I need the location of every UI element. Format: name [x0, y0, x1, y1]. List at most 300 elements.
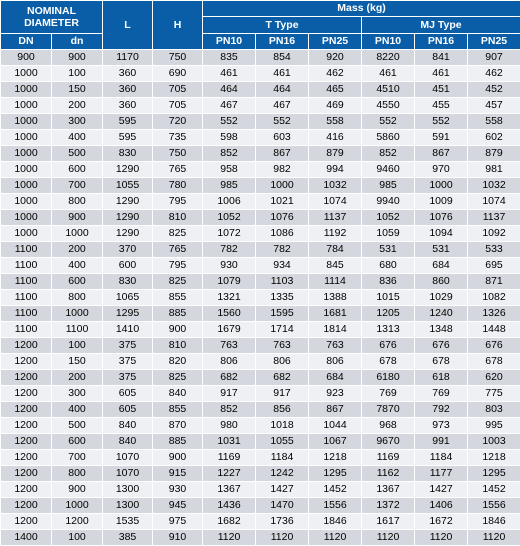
cell-dn: 1000 — [1, 226, 51, 241]
cell-mj-pn25: 1074 — [468, 194, 520, 209]
mass-header: Mass (kg) — [203, 1, 520, 16]
cell-t-pn25: 1388 — [309, 290, 361, 305]
cell-mj-pn10: 4510 — [362, 82, 414, 97]
cell-t-pn10: 958 — [203, 162, 255, 177]
cell-t-pn25: 1120 — [309, 530, 361, 545]
cell-dn: 1100 — [1, 306, 51, 321]
table-row — [1, 402, 520, 417]
cell-t-pn10: 1227 — [203, 466, 255, 481]
cell-mj-pn10: 836 — [362, 274, 414, 289]
cell-dn: 1200 — [1, 514, 51, 529]
cell-t-pn25: 416 — [309, 130, 361, 145]
cell-t-pn25: 1137 — [309, 210, 361, 225]
cell-t-pn10: 1006 — [203, 194, 255, 209]
table-row — [1, 258, 520, 273]
cell-t-pn10: 1169 — [203, 450, 255, 465]
cell-t-pn25: 1067 — [309, 434, 361, 449]
cell-mj-pn25: 981 — [468, 162, 520, 177]
cell-l: 375 — [103, 354, 152, 369]
cell-t-pn25: 684 — [309, 370, 361, 385]
cell-h: 945 — [153, 498, 202, 513]
cell-t-pn10: 852 — [203, 402, 255, 417]
cell-h: 735 — [153, 130, 202, 145]
cell-h: 780 — [153, 178, 202, 193]
cell-h: 870 — [153, 418, 202, 433]
cell-h: 810 — [153, 338, 202, 353]
cell-l: 1290 — [103, 210, 152, 225]
t-type-header: T Type — [203, 17, 361, 33]
cell-l: 1300 — [103, 482, 152, 497]
cell-mj-pn10: 1162 — [362, 466, 414, 481]
cell-mj-pn10: 1169 — [362, 450, 414, 465]
cell-t-pn10: 930 — [203, 258, 255, 273]
cell-l: 360 — [103, 98, 152, 113]
table-row — [1, 530, 520, 545]
cell-dn: 1000 — [1, 114, 51, 129]
cell-mj-pn10: 676 — [362, 338, 414, 353]
cell-t-pn25: 867 — [309, 402, 361, 417]
cell-mj-pn10: 1372 — [362, 498, 414, 513]
cell-t-pn16: 1076 — [256, 210, 308, 225]
table-row — [1, 450, 520, 465]
cell-t-pn16: 1018 — [256, 418, 308, 433]
cell-dn-small: 1000 — [52, 306, 102, 321]
cell-mj-pn16: 1094 — [415, 226, 467, 241]
cell-dn-small: 800 — [52, 290, 102, 305]
cell-mj-pn10: 968 — [362, 418, 414, 433]
cell-t-pn16: 782 — [256, 242, 308, 257]
cell-l: 830 — [103, 146, 152, 161]
cell-mj-pn16: 1177 — [415, 466, 467, 481]
cell-h: 705 — [153, 98, 202, 113]
cell-mj-pn10: 1120 — [362, 530, 414, 545]
cell-mj-pn16: 1240 — [415, 306, 467, 321]
cell-mj-pn25: 907 — [468, 50, 520, 65]
cell-mj-pn10: 552 — [362, 114, 414, 129]
cell-dn-small: 900 — [52, 482, 102, 497]
cell-dn-small: 200 — [52, 242, 102, 257]
cell-t-pn10: 852 — [203, 146, 255, 161]
cell-t-pn16: 682 — [256, 370, 308, 385]
table-row — [1, 306, 520, 321]
cell-l: 1300 — [103, 498, 152, 513]
cell-t-pn16: 806 — [256, 354, 308, 369]
cell-dn-small: 400 — [52, 402, 102, 417]
cell-t-pn25: 1192 — [309, 226, 361, 241]
table-row — [1, 194, 520, 209]
cell-mj-pn25: 695 — [468, 258, 520, 273]
cell-t-pn25: 1074 — [309, 194, 361, 209]
cell-t-pn10: 598 — [203, 130, 255, 145]
cell-t-pn16: 856 — [256, 402, 308, 417]
cell-mj-pn25: 533 — [468, 242, 520, 257]
cell-dn-small: 900 — [52, 210, 102, 225]
cell-mj-pn16: 1406 — [415, 498, 467, 513]
cell-dn-small: 700 — [52, 178, 102, 193]
cell-dn: 1200 — [1, 466, 51, 481]
cell-t-pn16: 763 — [256, 338, 308, 353]
cell-h: 765 — [153, 162, 202, 177]
cell-t-pn16: 464 — [256, 82, 308, 97]
cell-dn: 1000 — [1, 130, 51, 145]
cell-dn-small: 700 — [52, 450, 102, 465]
cell-h: 910 — [153, 530, 202, 545]
cell-mj-pn10: 680 — [362, 258, 414, 273]
cell-t-pn10: 552 — [203, 114, 255, 129]
cell-t-pn16: 934 — [256, 258, 308, 273]
cell-dn-small: 100 — [52, 530, 102, 545]
cell-mj-pn25: 871 — [468, 274, 520, 289]
cell-dn: 900 — [1, 50, 51, 65]
cell-t-pn25: 1114 — [309, 274, 361, 289]
cell-dn: 1000 — [1, 178, 51, 193]
table-row — [1, 98, 520, 113]
cell-h: 750 — [153, 146, 202, 161]
cell-mj-pn16: 970 — [415, 162, 467, 177]
cell-l: 360 — [103, 82, 152, 97]
cell-mj-pn16: 792 — [415, 402, 467, 417]
cell-mj-pn16: 973 — [415, 418, 467, 433]
cell-mj-pn10: 9670 — [362, 434, 414, 449]
cell-mj-pn16: 769 — [415, 386, 467, 401]
cell-dn-small: 1200 — [52, 514, 102, 529]
cell-dn: 1200 — [1, 386, 51, 401]
cell-h: 820 — [153, 354, 202, 369]
cell-l: 1290 — [103, 226, 152, 241]
mj-type-header: MJ Type — [362, 17, 520, 33]
cell-h: 855 — [153, 402, 202, 417]
cell-mj-pn25: 1218 — [468, 450, 520, 465]
cell-h: 885 — [153, 306, 202, 321]
cell-t-pn16: 1427 — [256, 482, 308, 497]
cell-t-pn16: 1120 — [256, 530, 308, 545]
cell-t-pn16: 1055 — [256, 434, 308, 449]
cell-mj-pn25: 775 — [468, 386, 520, 401]
cell-l: 1055 — [103, 178, 152, 193]
cell-mj-pn16: 618 — [415, 370, 467, 385]
cell-dn-small: 300 — [52, 386, 102, 401]
cell-t-pn16: 867 — [256, 146, 308, 161]
cell-dn-small: 900 — [52, 50, 102, 65]
table-row — [1, 146, 520, 161]
cell-mj-pn16: 461 — [415, 66, 467, 81]
cell-t-pn25: 1032 — [309, 178, 361, 193]
cell-mj-pn16: 1672 — [415, 514, 467, 529]
cell-dn: 1000 — [1, 162, 51, 177]
cell-t-pn16: 854 — [256, 50, 308, 65]
h-header: H — [153, 1, 202, 49]
cell-h: 900 — [153, 450, 202, 465]
cell-t-pn25: 465 — [309, 82, 361, 97]
table-row — [1, 162, 520, 177]
cell-t-pn25: 806 — [309, 354, 361, 369]
cell-mj-pn25: 1846 — [468, 514, 520, 529]
cell-mj-pn16: 1184 — [415, 450, 467, 465]
cell-h: 825 — [153, 274, 202, 289]
cell-t-pn16: 1470 — [256, 498, 308, 513]
cell-mj-pn16: 455 — [415, 98, 467, 113]
cell-t-pn10: 806 — [203, 354, 255, 369]
cell-mj-pn10: 9940 — [362, 194, 414, 209]
cell-t-pn25: 462 — [309, 66, 361, 81]
cell-t-pn10: 1079 — [203, 274, 255, 289]
cell-t-pn10: 1031 — [203, 434, 255, 449]
cell-t-pn16: 1335 — [256, 290, 308, 305]
cell-t-pn25: 1452 — [309, 482, 361, 497]
cell-mj-pn16: 841 — [415, 50, 467, 65]
table-row — [1, 514, 520, 529]
cell-t-pn25: 1295 — [309, 466, 361, 481]
cell-t-pn16: 917 — [256, 386, 308, 401]
cell-mj-pn25: 620 — [468, 370, 520, 385]
cell-mj-pn10: 8220 — [362, 50, 414, 65]
cell-dn: 1200 — [1, 370, 51, 385]
cell-h: 690 — [153, 66, 202, 81]
cell-dn-small: 500 — [52, 146, 102, 161]
cell-t-pn25: 920 — [309, 50, 361, 65]
cell-t-pn25: 469 — [309, 98, 361, 113]
cell-t-pn16: 552 — [256, 114, 308, 129]
cell-t-pn25: 845 — [309, 258, 361, 273]
cell-t-pn10: 980 — [203, 418, 255, 433]
cell-mj-pn10: 678 — [362, 354, 414, 369]
table-row — [1, 82, 520, 97]
table-row — [1, 66, 520, 81]
cell-mj-pn25: 1295 — [468, 466, 520, 481]
table-row — [1, 290, 520, 305]
dn-header: DN — [1, 34, 51, 49]
cell-l: 840 — [103, 418, 152, 433]
table-row — [1, 114, 520, 129]
table-row — [1, 482, 520, 497]
cell-l: 605 — [103, 402, 152, 417]
cell-mj-pn16: 531 — [415, 242, 467, 257]
cell-t-pn16: 1736 — [256, 514, 308, 529]
cell-mj-pn16: 867 — [415, 146, 467, 161]
cell-t-pn16: 1000 — [256, 178, 308, 193]
cell-l: 375 — [103, 338, 152, 353]
t-pn10-header: PN10 — [203, 34, 255, 49]
cell-l: 1290 — [103, 194, 152, 209]
cell-mj-pn25: 1326 — [468, 306, 520, 321]
cell-mj-pn10: 852 — [362, 146, 414, 161]
table-row — [1, 322, 520, 337]
cell-dn-small: 600 — [52, 434, 102, 449]
cell-l: 1065 — [103, 290, 152, 305]
cell-mj-pn10: 1313 — [362, 322, 414, 337]
cell-l: 1290 — [103, 162, 152, 177]
cell-dn-small: 200 — [52, 98, 102, 113]
cell-mj-pn10: 985 — [362, 178, 414, 193]
cell-dn-small: 100 — [52, 66, 102, 81]
cell-h: 720 — [153, 114, 202, 129]
cell-mj-pn25: 1556 — [468, 498, 520, 513]
cell-h: 900 — [153, 322, 202, 337]
cell-dn: 1100 — [1, 290, 51, 305]
cell-mj-pn25: 678 — [468, 354, 520, 369]
cell-dn: 1200 — [1, 482, 51, 497]
cell-mj-pn25: 1448 — [468, 322, 520, 337]
cell-t-pn16: 1714 — [256, 322, 308, 337]
table-row — [1, 274, 520, 289]
cell-mj-pn10: 1617 — [362, 514, 414, 529]
cell-dn: 1400 — [1, 530, 51, 545]
nominal-diameter-header: NOMINAL DIAMETER — [1, 1, 102, 33]
cell-dn: 1000 — [1, 194, 51, 209]
table-row — [1, 434, 520, 449]
cell-mj-pn25: 1137 — [468, 210, 520, 225]
cell-mj-pn25: 676 — [468, 338, 520, 353]
cell-h: 975 — [153, 514, 202, 529]
cell-l: 385 — [103, 530, 152, 545]
cell-t-pn10: 1367 — [203, 482, 255, 497]
table-row — [1, 210, 520, 225]
cell-dn-small: 800 — [52, 194, 102, 209]
cell-h: 915 — [153, 466, 202, 481]
cell-l: 605 — [103, 386, 152, 401]
cell-t-pn16: 603 — [256, 130, 308, 145]
cell-l: 595 — [103, 114, 152, 129]
cell-mj-pn25: 1082 — [468, 290, 520, 305]
cell-l: 370 — [103, 242, 152, 257]
table-row — [1, 498, 520, 513]
cell-mj-pn25: 879 — [468, 146, 520, 161]
cell-t-pn10: 835 — [203, 50, 255, 65]
cell-mj-pn25: 1032 — [468, 178, 520, 193]
cell-dn: 1000 — [1, 98, 51, 113]
cell-t-pn16: 982 — [256, 162, 308, 177]
cell-h: 885 — [153, 434, 202, 449]
cell-dn: 1200 — [1, 418, 51, 433]
cell-t-pn10: 464 — [203, 82, 255, 97]
cell-l: 1070 — [103, 466, 152, 481]
cell-t-pn10: 1679 — [203, 322, 255, 337]
cell-t-pn10: 461 — [203, 66, 255, 81]
cell-dn-small: 1000 — [52, 498, 102, 513]
table-row — [1, 50, 520, 65]
cell-h: 825 — [153, 226, 202, 241]
cell-h: 750 — [153, 50, 202, 65]
cell-mj-pn25: 1120 — [468, 530, 520, 545]
mj-pn16-header: PN16 — [415, 34, 467, 49]
cell-h: 825 — [153, 370, 202, 385]
cell-t-pn25: 763 — [309, 338, 361, 353]
cell-t-pn10: 1560 — [203, 306, 255, 321]
mj-pn25-header: PN25 — [468, 34, 520, 49]
cell-mj-pn10: 461 — [362, 66, 414, 81]
cell-dn-small: 800 — [52, 466, 102, 481]
cell-l: 1070 — [103, 450, 152, 465]
cell-dn-small: 1100 — [52, 322, 102, 337]
cell-mj-pn25: 558 — [468, 114, 520, 129]
cell-dn: 1100 — [1, 322, 51, 337]
cell-t-pn25: 1681 — [309, 306, 361, 321]
cell-dn-small: 150 — [52, 354, 102, 369]
cell-t-pn16: 461 — [256, 66, 308, 81]
cell-dn-small: 400 — [52, 130, 102, 145]
cell-dn-small: 600 — [52, 162, 102, 177]
cell-l: 375 — [103, 370, 152, 385]
cell-t-pn25: 1846 — [309, 514, 361, 529]
cell-t-pn16: 1103 — [256, 274, 308, 289]
cell-t-pn25: 1556 — [309, 498, 361, 513]
cell-t-pn25: 558 — [309, 114, 361, 129]
cell-mj-pn16: 991 — [415, 434, 467, 449]
cell-mj-pn10: 1059 — [362, 226, 414, 241]
cell-t-pn10: 682 — [203, 370, 255, 385]
cell-mj-pn25: 452 — [468, 82, 520, 97]
cell-dn: 1100 — [1, 258, 51, 273]
cell-t-pn25: 1218 — [309, 450, 361, 465]
cell-l: 830 — [103, 274, 152, 289]
cell-t-pn16: 1242 — [256, 466, 308, 481]
cell-h: 765 — [153, 242, 202, 257]
cell-dn: 1000 — [1, 66, 51, 81]
cell-dn: 1200 — [1, 450, 51, 465]
cell-mj-pn16: 591 — [415, 130, 467, 145]
cell-l: 595 — [103, 130, 152, 145]
cell-dn: 1200 — [1, 498, 51, 513]
cell-mj-pn25: 602 — [468, 130, 520, 145]
cell-mj-pn10: 531 — [362, 242, 414, 257]
cell-mj-pn16: 1009 — [415, 194, 467, 209]
cell-t-pn10: 782 — [203, 242, 255, 257]
cell-l: 600 — [103, 258, 152, 273]
cell-mj-pn10: 9460 — [362, 162, 414, 177]
table-row — [1, 226, 520, 241]
cell-h: 855 — [153, 290, 202, 305]
cell-t-pn10: 985 — [203, 178, 255, 193]
cell-mj-pn16: 1427 — [415, 482, 467, 497]
cell-dn-small: 500 — [52, 418, 102, 433]
cell-dn: 1000 — [1, 82, 51, 97]
cell-t-pn25: 1814 — [309, 322, 361, 337]
cell-mj-pn16: 684 — [415, 258, 467, 273]
t-pn16-header: PN16 — [256, 34, 308, 49]
cell-t-pn16: 1595 — [256, 306, 308, 321]
cell-mj-pn10: 769 — [362, 386, 414, 401]
cell-l: 840 — [103, 434, 152, 449]
cell-mj-pn10: 1367 — [362, 482, 414, 497]
cell-mj-pn10: 4550 — [362, 98, 414, 113]
t-pn25-header: PN25 — [309, 34, 361, 49]
cell-dn-small: 150 — [52, 82, 102, 97]
table-row — [1, 370, 520, 385]
cell-l: 1410 — [103, 322, 152, 337]
cell-t-pn10: 1120 — [203, 530, 255, 545]
cell-t-pn25: 1044 — [309, 418, 361, 433]
cell-mj-pn25: 1452 — [468, 482, 520, 497]
cell-t-pn10: 1052 — [203, 210, 255, 225]
cell-t-pn10: 1682 — [203, 514, 255, 529]
cell-mj-pn25: 1092 — [468, 226, 520, 241]
cell-t-pn25: 784 — [309, 242, 361, 257]
cell-l: 360 — [103, 66, 152, 81]
cell-mj-pn25: 457 — [468, 98, 520, 113]
cell-t-pn16: 1086 — [256, 226, 308, 241]
cell-mj-pn16: 676 — [415, 338, 467, 353]
l-header: L — [103, 1, 152, 49]
cell-dn: 1100 — [1, 242, 51, 257]
cell-dn-small: 300 — [52, 114, 102, 129]
cell-mj-pn16: 1120 — [415, 530, 467, 545]
cell-t-pn25: 994 — [309, 162, 361, 177]
cell-mj-pn25: 995 — [468, 418, 520, 433]
cell-l: 1535 — [103, 514, 152, 529]
cell-dn-small: 1000 — [52, 226, 102, 241]
table-row — [1, 466, 520, 481]
cell-l: 1295 — [103, 306, 152, 321]
